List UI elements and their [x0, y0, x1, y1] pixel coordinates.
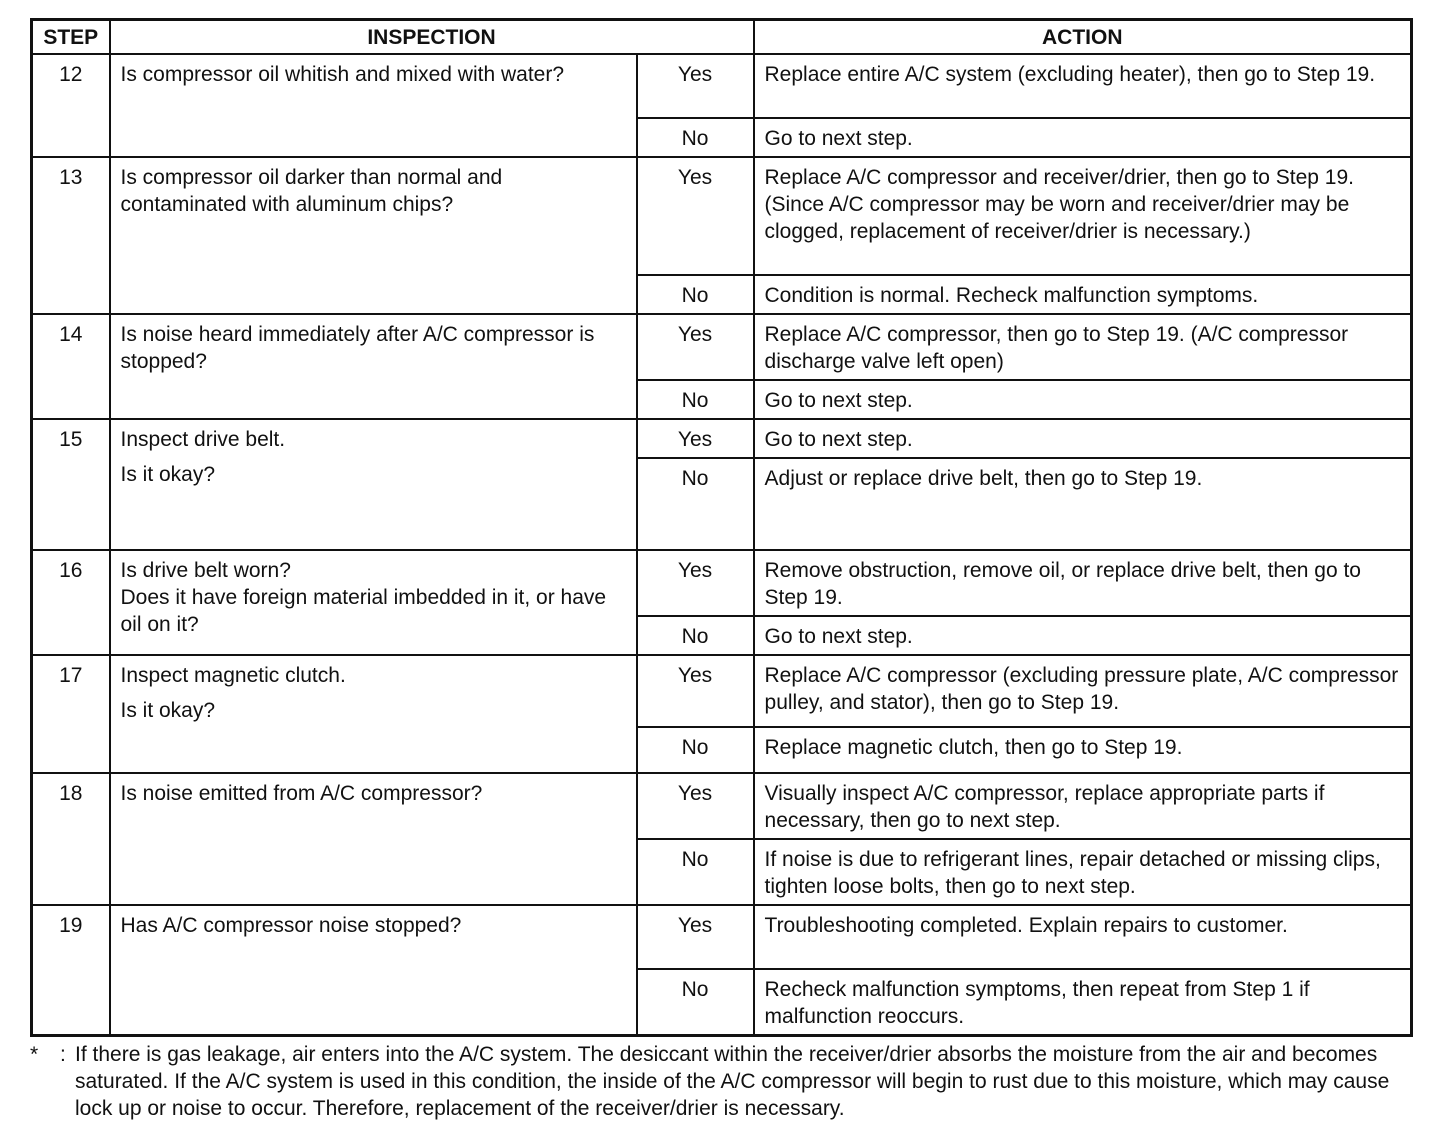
footnote-text: If there is gas leakage, air enters into the A/C system. The desiccant within the receiver/drier absorbs the moisture from the air and becomes saturated. If the A/C system is used in this condition, the inside of the A/C compressor will begin to rust due to this moisture, which may cause lock up or noise to occur. Therefore, replacement of the receiver/drier is necessary. [75, 1043, 1390, 1120]
step-number: 18 [32, 773, 110, 905]
action-cell: Visually inspect A/C compressor, replace appropriate parts if necessary, then go to next step. [754, 773, 1412, 839]
action-cell: Adjust or replace drive belt, then go to Step 19. [754, 458, 1412, 550]
action-cell: Recheck malfunction symptoms, then repeat from Step 1 if malfunction reoccurs. [754, 969, 1412, 1036]
step-number: 14 [32, 314, 110, 419]
step-number: 19 [32, 905, 110, 1036]
answer-cell: No [637, 727, 754, 773]
answer-cell: No [637, 118, 754, 157]
table-row [32, 419, 1412, 458]
step-header: STEP [32, 20, 110, 55]
inspection-cell [110, 314, 637, 419]
inspection-cell [110, 773, 637, 905]
table-row [32, 905, 1412, 969]
step-number: 13 [32, 157, 110, 314]
inspection-cell [110, 54, 637, 157]
inspection-cell [110, 550, 637, 655]
answer-cell: No [637, 275, 754, 314]
action-cell: Replace entire A/C system (excluding heater), then go to Step 19. [754, 54, 1412, 118]
inspection-cell [110, 905, 637, 1036]
action-cell: Replace A/C compressor (excluding pressure plate, A/C compressor pulley, and stator), then go to Step 19. [754, 655, 1412, 727]
action-cell: Replace A/C compressor, then go to Step 19. (A/C compressor discharge valve left open) [754, 314, 1412, 380]
inspection-question: Is it okay? [120, 463, 216, 486]
footnote-separator: : [60, 1043, 66, 1066]
step-number: 16 [32, 550, 110, 655]
answer-cell: Yes [637, 550, 754, 616]
answer-cell: No [637, 458, 754, 550]
table-row [32, 157, 1412, 275]
answer-cell: Yes [637, 419, 754, 458]
answer-cell: No [637, 616, 754, 655]
action-cell: Condition is normal. Recheck malfunction symptoms. [754, 275, 1412, 314]
answer-cell: Yes [637, 314, 754, 380]
inspection-question: Is compressor oil whitish and mixed with water? [120, 63, 565, 86]
inspection-question: Does it have foreign material imbedded in it, or have oil on it? [120, 586, 607, 636]
action-cell: If noise is due to refrigerant lines, repair detached or missing clips, tighten loose bolts, then go to next step. [754, 839, 1412, 905]
answer-cell: Yes [637, 655, 754, 727]
step-number: 17 [32, 655, 110, 773]
inspection-question: Is drive belt worn? [120, 559, 291, 582]
answer-cell: No [637, 839, 754, 905]
table-row [32, 655, 1412, 727]
inspection-cell [110, 419, 637, 550]
troubleshooting-table [30, 18, 1413, 1037]
table-row [32, 54, 1412, 118]
table-header-row [32, 20, 1412, 55]
inspection-header: INSPECTION [110, 20, 754, 55]
footnote-mark: * [30, 1043, 39, 1066]
table-row [32, 550, 1412, 616]
action-cell: Go to next step. [754, 616, 1412, 655]
table-row [32, 773, 1412, 839]
step-number: 15 [32, 419, 110, 550]
answer-cell: Yes [637, 157, 754, 275]
inspection-question: Inspect magnetic clutch. [120, 664, 346, 687]
action-header: ACTION [754, 20, 1412, 55]
inspection-question: Has A/C compressor noise stopped? [120, 914, 462, 937]
action-cell: Replace A/C compressor and receiver/drier, then go to Step 19. (Since A/C compressor may be worn and receiver/drier may be clogged, replacement of receiver/drier is necessary.) [754, 157, 1412, 275]
inspection-question: Is it okay? [120, 699, 216, 722]
answer-cell: No [637, 380, 754, 419]
step-number: 12 [32, 54, 110, 157]
table-row [32, 314, 1412, 380]
answer-cell: No [637, 969, 754, 1036]
action-cell: Go to next step. [754, 380, 1412, 419]
answer-cell: Yes [637, 773, 754, 839]
inspection-cell [110, 655, 637, 773]
inspection-question: Is noise heard immediately after A/C compressor is stopped? [120, 323, 595, 373]
footnote [30, 1041, 1410, 1122]
action-cell: Go to next step. [754, 118, 1412, 157]
inspection-cell [110, 157, 637, 314]
inspection-question: Is compressor oil darker than normal and contaminated with aluminum chips? [120, 166, 503, 216]
inspection-question: Is noise emitted from A/C compressor? [120, 782, 483, 805]
inspection-question: Inspect drive belt. [120, 428, 286, 451]
action-cell: Troubleshooting completed. Explain repairs to customer. [754, 905, 1412, 969]
action-cell: Go to next step. [754, 419, 1412, 458]
table-body [32, 54, 1412, 1036]
action-cell: Remove obstruction, remove oil, or replace drive belt, then go to Step 19. [754, 550, 1412, 616]
action-cell: Replace magnetic clutch, then go to Step 19. [754, 727, 1412, 773]
answer-cell: Yes [637, 54, 754, 118]
answer-cell: Yes [637, 905, 754, 969]
